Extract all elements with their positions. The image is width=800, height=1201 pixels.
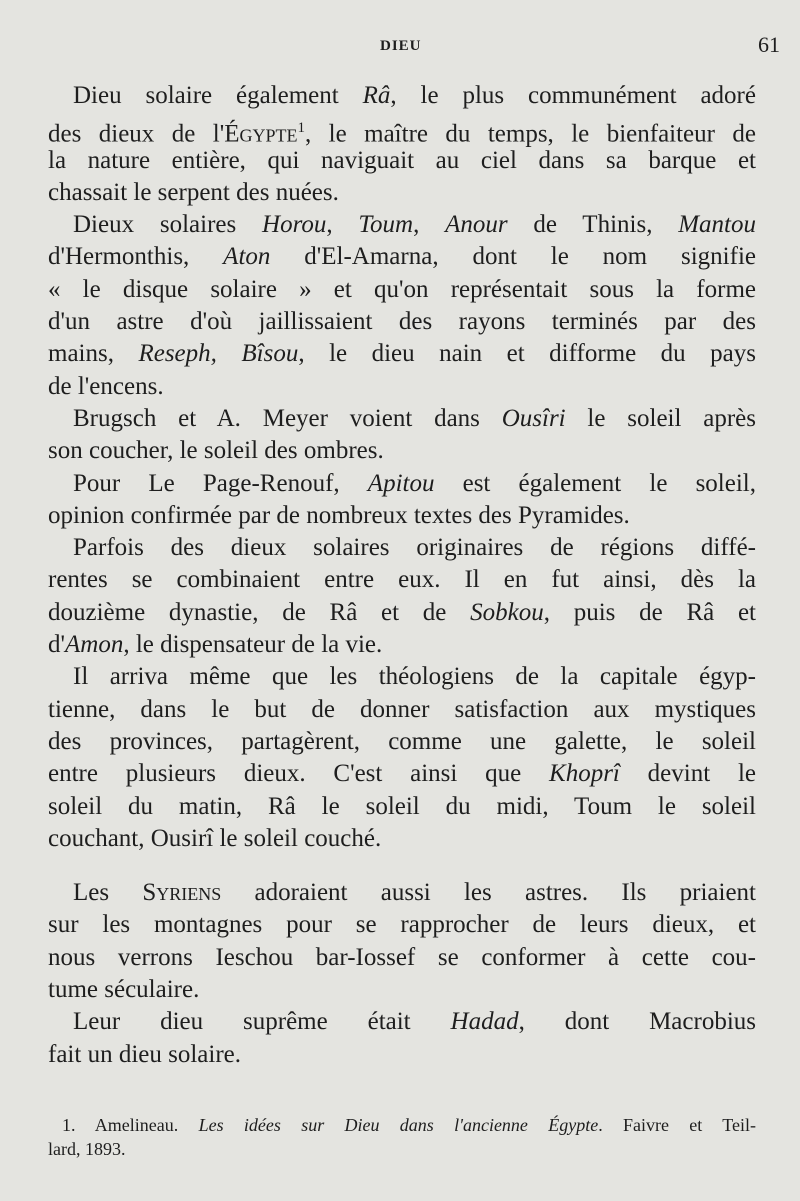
text-line: nous verrons Ieschou bar-Iossef se conformer à cette cou- xyxy=(48,943,756,971)
text-line: Leur dieu suprême était Hadad, dont Macrobius xyxy=(73,1008,756,1036)
text-line: mains, Reseph, Bîsou, le dieu nain et difforme du pays xyxy=(48,340,756,368)
text-line: rentes se combinaient entre eux. Il en fut ainsi, dès la xyxy=(48,566,756,594)
text-line: Dieux solaires Horou, Toum, Anour de Thinis, Mantou xyxy=(73,211,757,239)
text-line: soleil du matin, Râ le soleil du midi, Toum le soleil xyxy=(48,792,756,820)
text-line: Parfois des dieux solaires originaires de régions diffé- xyxy=(73,534,756,562)
text-line: sur les montagnes pour se rapprocher de leurs dieux, et xyxy=(48,911,756,939)
footnote-line: lard, 1893. xyxy=(48,1139,126,1159)
text-line: Pour Le Page-Renouf, Apitou est également le soleil, xyxy=(73,469,756,497)
text-line: d'un astre d'où jaillissaient des rayons terminés par des xyxy=(48,308,756,336)
text-line: couchant, Ousirî le soleil couché. xyxy=(48,824,382,852)
text-line: chassait le serpent des nuées. xyxy=(48,178,339,206)
text-line: son coucher, le soleil des ombres. xyxy=(48,437,384,465)
text-line: tienne, dans le but de donner satisfaction aux mystiques xyxy=(48,695,756,723)
footnote-line: 1. Amelineau. Les idées sur Dieu dans l'ancienne Égypte. Faivre et Teil- xyxy=(62,1115,757,1135)
text-line: tume séculaire. xyxy=(48,976,200,1004)
text-line: la nature entière, qui naviguait au ciel dans sa barque et xyxy=(48,146,756,174)
text-line: opinion confirmée par de nombreux textes des Pyramides. xyxy=(48,501,630,529)
italic-term: Râ xyxy=(362,82,391,109)
text-line: de l'encens. xyxy=(48,372,164,400)
page-number: 61 xyxy=(758,32,780,57)
text-line: entre plusieurs dieux. C'est ainsi que Khoprî devint le xyxy=(48,760,756,788)
text-line: d'Hermonthis, Aton d'El-Amarna, dont le nom signifie xyxy=(48,243,756,271)
text-line: douzième dynastie, de Râ et de Sobkou, puis de Râ et xyxy=(48,598,757,626)
text-line: « le disque solaire » et qu'on représentait sous la forme xyxy=(48,275,756,303)
text-line: Il arriva même que les théologiens de la capitale égyp- xyxy=(73,663,756,691)
text-line: des dieux de l'Égypte$^1$, le maître du temps, le bienfaiteur de xyxy=(48,120,756,148)
text-line: des provinces, partagèrent, comme une galette, le soleil xyxy=(48,727,756,755)
text-line: Brugsch et A. Meyer voient dans Ousîri le soleil après xyxy=(73,404,757,432)
text-line: d'Amon, le dispensateur de la vie. xyxy=(48,631,383,659)
running-head: DIEU xyxy=(380,38,422,54)
text-line: fait un dieu solaire. xyxy=(48,1040,241,1068)
body-text xyxy=(48,80,756,1071)
text-line: Les Syriens adoraient aussi les astres. Ils priaient xyxy=(73,879,756,907)
text-line: Dieu solaire également Râ, le plus communément adoré xyxy=(73,82,756,109)
footnote xyxy=(48,1113,756,1161)
